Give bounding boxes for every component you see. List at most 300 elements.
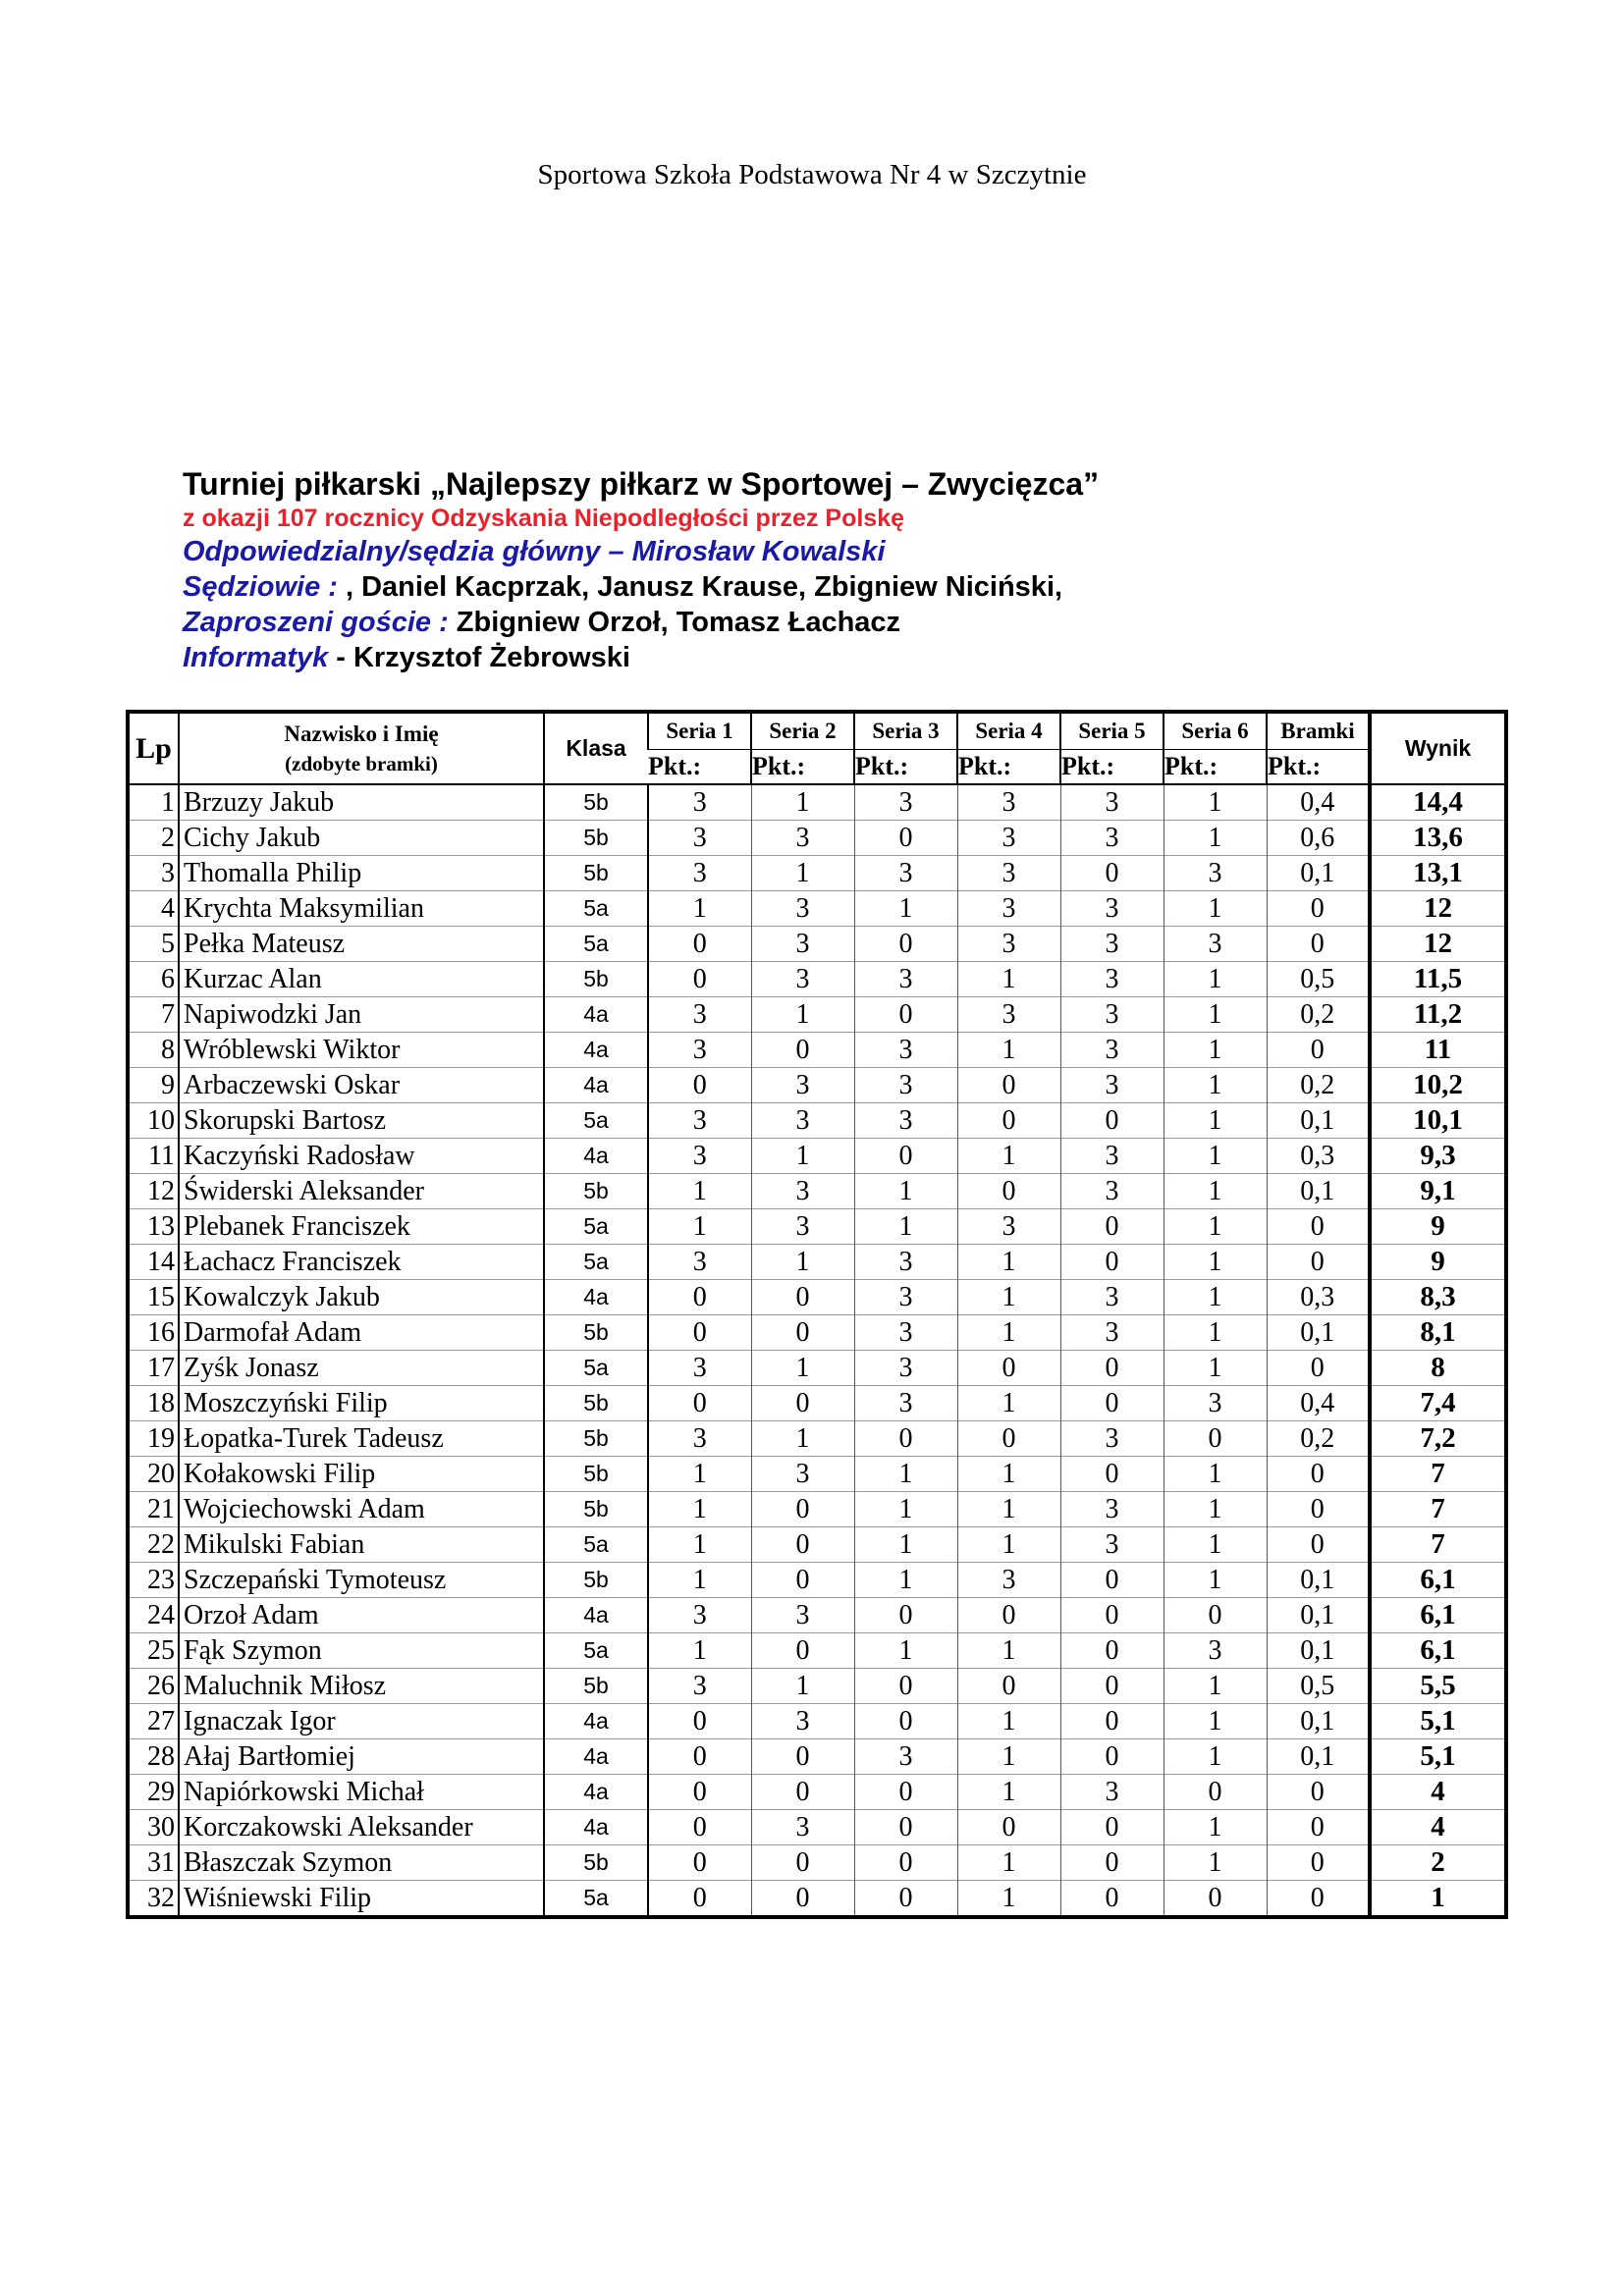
row-name: Arbaczewski Oskar bbox=[179, 1068, 544, 1103]
row-bramki: 0,1 bbox=[1267, 1563, 1370, 1598]
row-seria4: 3 bbox=[957, 1209, 1060, 1245]
row-bramki: 0 bbox=[1267, 1492, 1370, 1527]
row-lp: 5 bbox=[128, 927, 179, 962]
row-seria5: 0 bbox=[1060, 1245, 1164, 1280]
row-seria1: 0 bbox=[648, 1845, 751, 1881]
row-seria3: 0 bbox=[854, 821, 957, 856]
row-wynik: 11,2 bbox=[1370, 997, 1506, 1033]
row-seria5: 3 bbox=[1060, 821, 1164, 856]
row-name: Maluchnik Miłosz bbox=[179, 1669, 544, 1704]
row-seria4: 1 bbox=[957, 1139, 1060, 1174]
table-row bbox=[128, 1527, 1506, 1563]
row-lp: 27 bbox=[128, 1704, 179, 1739]
row-bramki: 0 bbox=[1267, 1810, 1370, 1845]
row-wynik: 13,6 bbox=[1370, 821, 1506, 856]
row-seria2: 3 bbox=[751, 821, 854, 856]
row-seria2: 3 bbox=[751, 1068, 854, 1103]
row-lp: 18 bbox=[128, 1386, 179, 1421]
row-bramki: 0,1 bbox=[1267, 856, 1370, 891]
row-seria4: 1 bbox=[957, 1881, 1060, 1918]
row-seria2: 1 bbox=[751, 997, 854, 1033]
col-name-title: Nazwisko i Imię bbox=[284, 721, 439, 746]
row-seria1: 0 bbox=[648, 1704, 751, 1739]
row-klasa: 5a bbox=[544, 891, 648, 927]
col-bramki-header: Bramki bbox=[1267, 712, 1370, 750]
row-lp: 15 bbox=[128, 1280, 179, 1315]
it-value: Krzysztof Żebrowski bbox=[352, 642, 630, 673]
table-row bbox=[128, 1103, 1506, 1139]
table-row bbox=[128, 784, 1506, 821]
row-seria3: 3 bbox=[854, 1315, 957, 1351]
row-seria1: 0 bbox=[648, 1280, 751, 1315]
row-lp: 30 bbox=[128, 1810, 179, 1845]
row-seria1: 3 bbox=[648, 1139, 751, 1174]
row-wynik: 11,5 bbox=[1370, 962, 1506, 997]
row-lp: 3 bbox=[128, 856, 179, 891]
row-wynik: 8,3 bbox=[1370, 1280, 1506, 1315]
row-seria1: 3 bbox=[648, 1245, 751, 1280]
row-bramki: 0,1 bbox=[1267, 1598, 1370, 1633]
row-name: Łopatka-Turek Tadeusz bbox=[179, 1421, 544, 1457]
row-name: Szczepański Tymoteusz bbox=[179, 1563, 544, 1598]
row-seria6: 0 bbox=[1164, 1881, 1267, 1918]
row-seria3: 1 bbox=[854, 1209, 957, 1245]
row-seria1: 0 bbox=[648, 1315, 751, 1351]
row-bramki: 0 bbox=[1267, 1881, 1370, 1918]
row-seria3: 1 bbox=[854, 1174, 957, 1209]
row-seria2: 3 bbox=[751, 1457, 854, 1492]
row-seria3: 1 bbox=[854, 1633, 957, 1669]
row-wynik: 4 bbox=[1370, 1775, 1506, 1810]
row-seria5: 0 bbox=[1060, 1810, 1164, 1845]
row-klasa: 5b bbox=[544, 962, 648, 997]
row-bramki: 0 bbox=[1267, 1245, 1370, 1280]
row-name: Zyśk Jonasz bbox=[179, 1351, 544, 1386]
row-seria6: 3 bbox=[1164, 1633, 1267, 1669]
row-wynik: 7 bbox=[1370, 1492, 1506, 1527]
row-seria6: 1 bbox=[1164, 1669, 1267, 1704]
row-seria3: 0 bbox=[854, 1598, 957, 1633]
table-row bbox=[128, 1351, 1506, 1386]
table-row bbox=[128, 1139, 1506, 1174]
row-bramki: 0,1 bbox=[1267, 1633, 1370, 1669]
row-wynik: 5,5 bbox=[1370, 1669, 1506, 1704]
row-seria2: 0 bbox=[751, 1527, 854, 1563]
row-seria3: 3 bbox=[854, 1033, 957, 1068]
row-seria2: 0 bbox=[751, 1315, 854, 1351]
row-wynik: 6,1 bbox=[1370, 1563, 1506, 1598]
table-row bbox=[128, 1633, 1506, 1669]
row-seria2: 3 bbox=[751, 1209, 854, 1245]
table-row bbox=[128, 1739, 1506, 1775]
row-seria2: 0 bbox=[751, 1845, 854, 1881]
table-row bbox=[128, 927, 1506, 962]
col-seria4-header: Seria 4 bbox=[957, 712, 1060, 750]
row-seria6: 1 bbox=[1164, 997, 1267, 1033]
guests-line bbox=[183, 605, 1099, 640]
row-klasa: 4a bbox=[544, 997, 648, 1033]
results-table bbox=[126, 710, 1508, 1919]
row-klasa: 4a bbox=[544, 1704, 648, 1739]
row-seria1: 1 bbox=[648, 891, 751, 927]
row-seria4: 3 bbox=[957, 821, 1060, 856]
row-seria3: 1 bbox=[854, 1492, 957, 1527]
row-seria6: 1 bbox=[1164, 821, 1267, 856]
row-seria4: 1 bbox=[957, 1492, 1060, 1527]
row-seria2: 0 bbox=[751, 1033, 854, 1068]
row-seria5: 3 bbox=[1060, 1174, 1164, 1209]
row-bramki: 0,4 bbox=[1267, 784, 1370, 821]
table-row bbox=[128, 1174, 1506, 1209]
table-row bbox=[128, 1845, 1506, 1881]
row-lp: 10 bbox=[128, 1103, 179, 1139]
row-seria5: 0 bbox=[1060, 1563, 1164, 1598]
row-seria3: 1 bbox=[854, 1457, 957, 1492]
row-seria4: 0 bbox=[957, 1598, 1060, 1633]
guests-value: Zbigniew Orzoł, Tomasz Łachacz bbox=[456, 607, 901, 638]
row-seria3: 3 bbox=[854, 1245, 957, 1280]
judges-line bbox=[183, 569, 1099, 605]
row-klasa: 5b bbox=[544, 1386, 648, 1421]
row-bramki: 0,5 bbox=[1267, 1669, 1370, 1704]
row-klasa: 5a bbox=[544, 927, 648, 962]
row-seria5: 3 bbox=[1060, 1492, 1164, 1527]
row-seria1: 3 bbox=[648, 1669, 751, 1704]
row-lp: 21 bbox=[128, 1492, 179, 1527]
row-wynik: 10,1 bbox=[1370, 1103, 1506, 1139]
row-seria2: 3 bbox=[751, 891, 854, 927]
row-lp: 31 bbox=[128, 1845, 179, 1881]
row-seria1: 0 bbox=[648, 1810, 751, 1845]
row-seria2: 3 bbox=[751, 1174, 854, 1209]
row-wynik: 6,1 bbox=[1370, 1633, 1506, 1669]
row-bramki: 0,1 bbox=[1267, 1739, 1370, 1775]
row-seria2: 3 bbox=[751, 1103, 854, 1139]
row-seria1: 3 bbox=[648, 1421, 751, 1457]
row-bramki: 0,2 bbox=[1267, 1068, 1370, 1103]
row-lp: 1 bbox=[128, 784, 179, 821]
table-row bbox=[128, 821, 1506, 856]
row-seria6: 1 bbox=[1164, 1351, 1267, 1386]
row-seria3: 0 bbox=[854, 1669, 957, 1704]
row-seria4: 1 bbox=[957, 1775, 1060, 1810]
row-seria5: 0 bbox=[1060, 1669, 1164, 1704]
row-klasa: 4a bbox=[544, 1280, 648, 1315]
row-klasa: 5a bbox=[544, 1245, 648, 1280]
row-klasa: 4a bbox=[544, 1033, 648, 1068]
row-wynik: 2 bbox=[1370, 1845, 1506, 1881]
row-seria1: 3 bbox=[648, 997, 751, 1033]
row-seria4: 0 bbox=[957, 1103, 1060, 1139]
col-pkt-header: Pkt.: bbox=[1164, 750, 1267, 785]
row-seria3: 0 bbox=[854, 1845, 957, 1881]
col-lp-header: Lp bbox=[135, 731, 172, 765]
school-name: Sportowa Szkoła Podstawowa Nr 4 w Szczytnie bbox=[537, 159, 1087, 190]
row-name: Thomalla Philip bbox=[179, 856, 544, 891]
row-seria1: 1 bbox=[648, 1633, 751, 1669]
row-seria1: 1 bbox=[648, 1209, 751, 1245]
row-seria6: 1 bbox=[1164, 1280, 1267, 1315]
results-body bbox=[128, 784, 1506, 1917]
row-lp: 4 bbox=[128, 891, 179, 927]
row-seria6: 1 bbox=[1164, 1810, 1267, 1845]
row-seria6: 0 bbox=[1164, 1421, 1267, 1457]
row-seria5: 3 bbox=[1060, 1139, 1164, 1174]
row-seria4: 0 bbox=[957, 1351, 1060, 1386]
row-seria5: 3 bbox=[1060, 1280, 1164, 1315]
row-name: Plebanek Franciszek bbox=[179, 1209, 544, 1245]
row-name: Napiwodzki Jan bbox=[179, 997, 544, 1033]
row-seria5: 3 bbox=[1060, 891, 1164, 927]
row-klasa: 5b bbox=[544, 1845, 648, 1881]
row-name: Ignaczak Igor bbox=[179, 1704, 544, 1739]
row-lp: 2 bbox=[128, 821, 179, 856]
row-seria4: 1 bbox=[957, 1739, 1060, 1775]
row-name: Kowalczyk Jakub bbox=[179, 1280, 544, 1315]
row-seria4: 1 bbox=[957, 1457, 1060, 1492]
row-klasa: 5a bbox=[544, 1103, 648, 1139]
row-seria2: 0 bbox=[751, 1775, 854, 1810]
responsible-line: Odpowiedzialny/sędzia główny – Mirosław Kowalski bbox=[183, 536, 886, 567]
row-wynik: 13,1 bbox=[1370, 856, 1506, 891]
row-seria4: 1 bbox=[957, 1033, 1060, 1068]
row-name: Łachacz Franciszek bbox=[179, 1245, 544, 1280]
row-seria3: 3 bbox=[854, 1739, 957, 1775]
col-pkt-header: Pkt.: bbox=[751, 750, 854, 785]
row-name: Kołakowski Filip bbox=[179, 1457, 544, 1492]
row-seria6: 1 bbox=[1164, 1033, 1267, 1068]
row-seria1: 3 bbox=[648, 1351, 751, 1386]
table-row bbox=[128, 1810, 1506, 1845]
row-seria6: 1 bbox=[1164, 1068, 1267, 1103]
row-lp: 20 bbox=[128, 1457, 179, 1492]
row-wynik: 9,3 bbox=[1370, 1139, 1506, 1174]
row-name: Moszczyński Filip bbox=[179, 1386, 544, 1421]
it-label: Informatyk bbox=[183, 642, 329, 673]
row-bramki: 0 bbox=[1267, 891, 1370, 927]
row-name: Darmofał Adam bbox=[179, 1315, 544, 1351]
row-wynik: 7,4 bbox=[1370, 1386, 1506, 1421]
col-name-subtitle: (zdobyte bramki) bbox=[285, 751, 438, 775]
row-bramki: 0 bbox=[1267, 1033, 1370, 1068]
row-wynik: 9,1 bbox=[1370, 1174, 1506, 1209]
row-name: Cichy Jakub bbox=[179, 821, 544, 856]
row-seria4: 1 bbox=[957, 1704, 1060, 1739]
col-pkt-header: Pkt.: bbox=[1060, 750, 1164, 785]
table-row bbox=[128, 1775, 1506, 1810]
row-lp: 22 bbox=[128, 1527, 179, 1563]
row-seria1: 0 bbox=[648, 1068, 751, 1103]
row-seria3: 3 bbox=[854, 1351, 957, 1386]
row-seria2: 3 bbox=[751, 962, 854, 997]
row-wynik: 1 bbox=[1370, 1881, 1506, 1918]
row-name: Napiórkowski Michał bbox=[179, 1775, 544, 1810]
row-seria3: 3 bbox=[854, 784, 957, 821]
col-seria1-header: Seria 1 bbox=[648, 712, 751, 750]
col-seria5-header: Seria 5 bbox=[1060, 712, 1164, 750]
row-seria1: 0 bbox=[648, 1881, 751, 1918]
row-lp: 9 bbox=[128, 1068, 179, 1103]
row-klasa: 5b bbox=[544, 1492, 648, 1527]
row-lp: 6 bbox=[128, 962, 179, 997]
tournament-subtitle: z okazji 107 rocznicy Odzyskania Niepodległości przez Polskę bbox=[183, 505, 904, 532]
row-seria6: 1 bbox=[1164, 962, 1267, 997]
row-bramki: 0,5 bbox=[1267, 962, 1370, 997]
row-klasa: 5b bbox=[544, 821, 648, 856]
row-name: Wróblewski Wiktor bbox=[179, 1033, 544, 1068]
row-seria6: 1 bbox=[1164, 1845, 1267, 1881]
row-seria2: 1 bbox=[751, 1351, 854, 1386]
row-seria6: 3 bbox=[1164, 927, 1267, 962]
judges-label: Sędziowie : bbox=[183, 571, 338, 603]
row-seria2: 3 bbox=[751, 1598, 854, 1633]
row-klasa: 5b bbox=[544, 1563, 648, 1598]
col-pkt-header: Pkt.: bbox=[854, 750, 957, 785]
table-row bbox=[128, 1563, 1506, 1598]
row-seria4: 3 bbox=[957, 997, 1060, 1033]
row-lp: 24 bbox=[128, 1598, 179, 1633]
table-row bbox=[128, 856, 1506, 891]
row-seria3: 1 bbox=[854, 1563, 957, 1598]
row-lp: 7 bbox=[128, 997, 179, 1033]
row-seria5: 0 bbox=[1060, 856, 1164, 891]
row-seria4: 0 bbox=[957, 1174, 1060, 1209]
table-row bbox=[128, 1245, 1506, 1280]
col-wynik-header: Wynik bbox=[1370, 712, 1506, 784]
row-name: Brzuzy Jakub bbox=[179, 784, 544, 821]
row-seria5: 3 bbox=[1060, 1421, 1164, 1457]
row-klasa: 5b bbox=[544, 1315, 648, 1351]
tournament-title: Turniej piłkarski „Najlepszy piłkarz w Sportowej – Zwycięzca” bbox=[183, 466, 1100, 502]
row-seria3: 0 bbox=[854, 1139, 957, 1174]
row-klasa: 4a bbox=[544, 1775, 648, 1810]
table-row bbox=[128, 1068, 1506, 1103]
row-seria5: 3 bbox=[1060, 962, 1164, 997]
col-seria3-header: Seria 3 bbox=[854, 712, 957, 750]
row-klasa: 4a bbox=[544, 1139, 648, 1174]
row-seria5: 0 bbox=[1060, 1704, 1164, 1739]
row-lp: 26 bbox=[128, 1669, 179, 1704]
row-wynik: 12 bbox=[1370, 927, 1506, 962]
row-lp: 12 bbox=[128, 1174, 179, 1209]
row-name: Mikulski Fabian bbox=[179, 1527, 544, 1563]
row-seria1: 0 bbox=[648, 1386, 751, 1421]
row-klasa: 5a bbox=[544, 1209, 648, 1245]
row-bramki: 0 bbox=[1267, 927, 1370, 962]
row-lp: 32 bbox=[128, 1881, 179, 1918]
row-seria3: 0 bbox=[854, 1421, 957, 1457]
row-seria5: 0 bbox=[1060, 1598, 1164, 1633]
row-bramki: 0 bbox=[1267, 1209, 1370, 1245]
row-seria5: 0 bbox=[1060, 1351, 1164, 1386]
row-seria5: 0 bbox=[1060, 1457, 1164, 1492]
row-klasa: 4a bbox=[544, 1068, 648, 1103]
row-seria5: 3 bbox=[1060, 1033, 1164, 1068]
table-row bbox=[128, 1315, 1506, 1351]
row-seria4: 1 bbox=[957, 1386, 1060, 1421]
row-seria4: 0 bbox=[957, 1810, 1060, 1845]
row-wynik: 4 bbox=[1370, 1810, 1506, 1845]
row-seria5: 0 bbox=[1060, 1633, 1164, 1669]
row-bramki: 0,1 bbox=[1267, 1315, 1370, 1351]
row-seria6: 1 bbox=[1164, 1139, 1267, 1174]
row-lp: 13 bbox=[128, 1209, 179, 1245]
row-seria1: 3 bbox=[648, 856, 751, 891]
row-wynik: 9 bbox=[1370, 1209, 1506, 1245]
row-seria4: 1 bbox=[957, 962, 1060, 997]
row-seria3: 0 bbox=[854, 997, 957, 1033]
row-seria6: 1 bbox=[1164, 1103, 1267, 1139]
row-seria1: 1 bbox=[648, 1492, 751, 1527]
row-seria6: 1 bbox=[1164, 891, 1267, 927]
row-seria1: 3 bbox=[648, 1598, 751, 1633]
col-pkt-header: Pkt.: bbox=[957, 750, 1060, 785]
row-seria4: 1 bbox=[957, 1527, 1060, 1563]
row-lp: 29 bbox=[128, 1775, 179, 1810]
table-row bbox=[128, 1457, 1506, 1492]
row-name: Ałaj Bartłomiej bbox=[179, 1739, 544, 1775]
row-seria2: 1 bbox=[751, 1421, 854, 1457]
row-seria2: 0 bbox=[751, 1563, 854, 1598]
row-seria5: 3 bbox=[1060, 784, 1164, 821]
row-wynik: 5,1 bbox=[1370, 1739, 1506, 1775]
row-seria4: 0 bbox=[957, 1068, 1060, 1103]
row-seria4: 3 bbox=[957, 1563, 1060, 1598]
table-row bbox=[128, 1669, 1506, 1704]
row-bramki: 0 bbox=[1267, 1527, 1370, 1563]
row-name: Świderski Aleksander bbox=[179, 1174, 544, 1209]
row-seria1: 0 bbox=[648, 1775, 751, 1810]
row-seria6: 3 bbox=[1164, 856, 1267, 891]
row-seria2: 0 bbox=[751, 1633, 854, 1669]
row-seria6: 3 bbox=[1164, 1386, 1267, 1421]
row-name: Kurzac Alan bbox=[179, 962, 544, 997]
row-seria2: 1 bbox=[751, 1139, 854, 1174]
row-seria5: 3 bbox=[1060, 927, 1164, 962]
row-wynik: 7 bbox=[1370, 1527, 1506, 1563]
row-wynik: 8 bbox=[1370, 1351, 1506, 1386]
row-seria4: 3 bbox=[957, 927, 1060, 962]
row-klasa: 5a bbox=[544, 1527, 648, 1563]
row-seria2: 1 bbox=[751, 856, 854, 891]
row-lp: 23 bbox=[128, 1563, 179, 1598]
row-seria5: 3 bbox=[1060, 1527, 1164, 1563]
row-lp: 19 bbox=[128, 1421, 179, 1457]
row-seria6: 0 bbox=[1164, 1598, 1267, 1633]
table-row bbox=[128, 1280, 1506, 1315]
row-seria6: 1 bbox=[1164, 1739, 1267, 1775]
row-seria3: 3 bbox=[854, 962, 957, 997]
table-row bbox=[128, 1386, 1506, 1421]
judges-value: , Daniel Kacprzak, Janusz Krause, Zbigniew Niciński, bbox=[345, 571, 1063, 603]
row-klasa: 4a bbox=[544, 1739, 648, 1775]
table-row bbox=[128, 1704, 1506, 1739]
table-row bbox=[128, 1421, 1506, 1457]
row-seria6: 1 bbox=[1164, 1457, 1267, 1492]
row-wynik: 7 bbox=[1370, 1457, 1506, 1492]
row-seria3: 3 bbox=[854, 1280, 957, 1315]
row-seria3: 0 bbox=[854, 1775, 957, 1810]
row-lp: 25 bbox=[128, 1633, 179, 1669]
row-bramki: 0 bbox=[1267, 1351, 1370, 1386]
row-bramki: 0 bbox=[1267, 1457, 1370, 1492]
row-seria5: 0 bbox=[1060, 1386, 1164, 1421]
it-line bbox=[183, 640, 1099, 675]
row-seria4: 1 bbox=[957, 1633, 1060, 1669]
row-seria3: 3 bbox=[854, 1386, 957, 1421]
tournament-header bbox=[183, 464, 1099, 675]
row-klasa: 5a bbox=[544, 1633, 648, 1669]
